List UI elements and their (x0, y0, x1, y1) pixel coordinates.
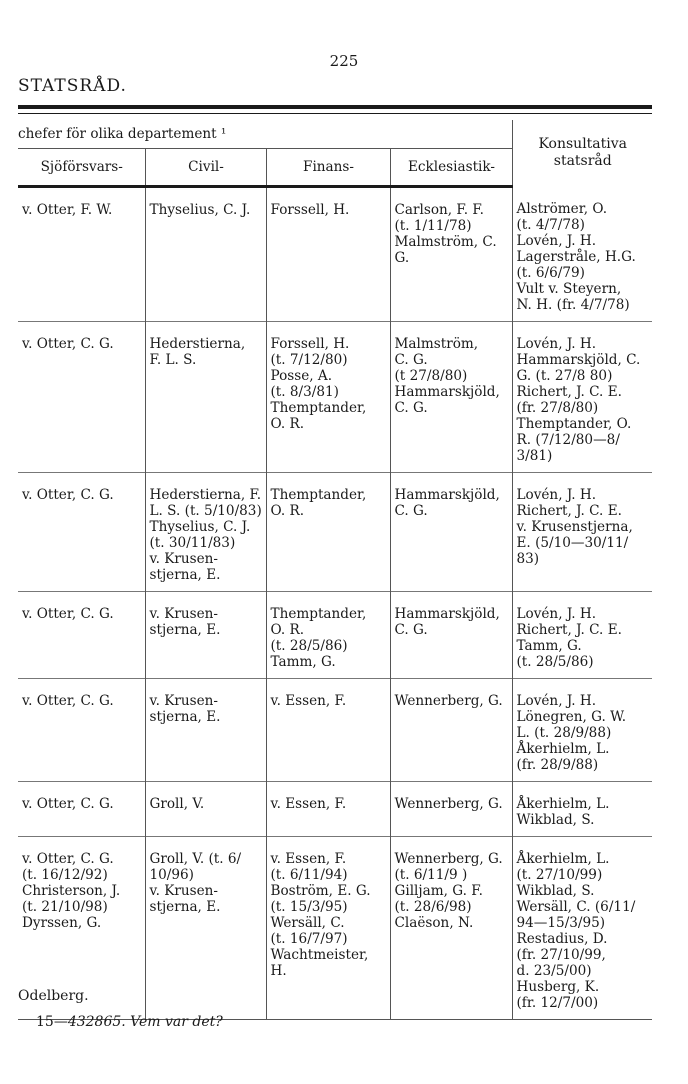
cell-line: O. R. (270, 502, 305, 519)
cell-konsultativa (512, 321, 652, 472)
cell-line: Lagerstråle, H.G. (516, 248, 636, 265)
cell-line: H. (270, 962, 287, 979)
header-rule-thick (18, 105, 652, 109)
cell-line: Tamm, G. (516, 637, 582, 654)
cell-line: Hammarskjöld, (394, 605, 500, 622)
cell-line: C. G. (394, 621, 428, 638)
header-konsultativa-line: statsråd (553, 153, 612, 170)
cell-line: Wennerberg, G. (394, 850, 503, 867)
cell-line: (t. 28/5/86) (270, 637, 348, 654)
table-row (18, 187, 652, 322)
header-ecklesiastik: Ecklesiastik- (390, 149, 512, 187)
cell-line: (t. 28/6/98) (394, 898, 472, 915)
footer-print-prefix: 15— (36, 1014, 68, 1030)
cell-line: Hederstierna, (149, 335, 246, 352)
cell-line: Forssell, H. (270, 202, 350, 218)
table-row (18, 321, 652, 472)
cell-line: Åkerhielm, L. (516, 795, 610, 812)
cell-line: Malmström, C. (394, 234, 497, 250)
cell-civil (145, 591, 266, 678)
header-finans: Finans- (266, 149, 390, 187)
cell-line: Vult v. Steyern, (516, 280, 622, 297)
cell-line: Lovén, J. H. (516, 692, 597, 709)
cell-line: G. (394, 250, 410, 266)
cell-konsultativa (512, 187, 652, 322)
cell-line: Christerson, J. (22, 882, 121, 899)
cell-ecklesiastik (390, 187, 512, 322)
cell-line: C. G. (394, 351, 428, 368)
cell-line: (t. 16/7/97) (270, 930, 348, 947)
cell-line: (fr. 27/8/80) (516, 399, 599, 416)
cell-line: v. Krusen- (149, 550, 218, 567)
page-number: 225 (329, 52, 359, 70)
cell-line: Hammarskjöld, (394, 486, 500, 503)
cell-line: (t. 6/11/94) (270, 866, 348, 883)
cell-line: Dyrssen, G. (22, 914, 102, 931)
cell-line: Carlson, F. F. (394, 202, 484, 218)
cell-line: v. Krusenstjerna, (516, 518, 633, 535)
cell-line: Tamm, G. (270, 653, 336, 670)
cell-line: Åkerhielm, L. (516, 740, 610, 757)
cell-line: (t. 1/11/78) (394, 218, 472, 234)
cell-konsultativa (512, 591, 652, 678)
cell-line: Forssell, H. (270, 335, 350, 352)
cell-line: Gilljam, G. F. (394, 882, 483, 899)
cell-finans (266, 591, 390, 678)
cell-civil (145, 472, 266, 591)
footer-print-line (36, 1014, 223, 1030)
cell-line: Thyselius, C. J. (149, 518, 251, 535)
cell-line: Lovén, J. H. (516, 605, 597, 622)
ministers-table (18, 120, 652, 1020)
cell-line: (t. 7/12/80) (270, 351, 348, 368)
cell-line: G. (t. 27/8 80) (516, 367, 613, 384)
cell-line: stjerna, E. (149, 566, 221, 583)
cell-ecklesiastik (390, 472, 512, 591)
cell-line: Hammarskjöld, C. (516, 351, 641, 368)
cell-line: v. Essen, F. (270, 795, 347, 812)
cell-line: Themptander, (270, 399, 367, 416)
cell-line: v. Essen, F. (270, 850, 347, 867)
cell-line: v. Otter, C. G. (22, 850, 114, 867)
cell-line: stjerna, E. (149, 898, 221, 915)
cell-line: (t. 30/11/83) (149, 534, 236, 551)
header-konsultativa-line: Konsultativa (538, 136, 628, 153)
table-row (18, 472, 652, 591)
cell-line: stjerna, E. (149, 708, 221, 725)
table-body (18, 187, 652, 1020)
cell-line: E. (5/10—30/11/ (516, 534, 629, 551)
cell-line: Wikblad, S. (516, 811, 595, 828)
cell-line: v. Otter, C. G. (22, 795, 114, 812)
cell-line: Lovén, J. H. (516, 486, 597, 503)
cell-civil (145, 187, 266, 322)
header-sjoforsvar: Sjöförsvars- (18, 149, 145, 187)
footer-print-rest: 432865. Vem var det? (67, 1014, 223, 1030)
cell-line: Wikblad, S. (516, 882, 595, 899)
cell-line: (t. 28/5/86) (516, 653, 594, 670)
cell-line: Hederstierna, F. (149, 486, 262, 503)
cell-line: stjerna, E. (149, 621, 221, 638)
cell-ecklesiastik (390, 321, 512, 472)
cell-line: (fr. 12/7/00) (516, 994, 599, 1011)
cell-finans (266, 187, 390, 322)
cell-finans (266, 781, 390, 836)
table-row (18, 678, 652, 781)
cell-line: Groll, V. (149, 795, 205, 812)
cell-civil (145, 836, 266, 1019)
cell-line: Malmström, (394, 335, 479, 352)
cell-line: v. Essen, F. (270, 692, 347, 709)
table-row (18, 836, 652, 1019)
cell-line: O. R. (270, 415, 305, 432)
cell-line: 3/81) (516, 447, 553, 464)
cell-sjoforsvar (18, 321, 145, 472)
cell-line: Wennerberg, G. (394, 692, 503, 709)
cell-line: v. Otter, C. G. (22, 605, 114, 622)
cell-line: (t. 4/7/78) (516, 216, 585, 233)
cell-ecklesiastik (390, 836, 512, 1019)
cell-line: Alströmer, O. (516, 200, 608, 217)
cell-line: Husberg, K. (516, 978, 600, 995)
cell-ecklesiastik (390, 678, 512, 781)
cell-line: Lovén, J. H. (516, 335, 597, 352)
cell-line: N. H. (fr. 4/7/78) (516, 296, 630, 313)
footer-name: Odelberg. (18, 988, 89, 1004)
cell-konsultativa (512, 678, 652, 781)
cell-line: (t. 27/10/99) (516, 866, 603, 883)
cell-line: (fr. 28/9/88) (516, 756, 599, 773)
header-rule-thin (18, 113, 652, 114)
cell-line: Restadius, D. (516, 930, 608, 947)
cell-line: Lovén, J. H. (516, 232, 597, 249)
cell-line: O. R. (270, 621, 305, 638)
cell-line: Claëson, N. (394, 914, 474, 931)
header-konsultativa (512, 120, 652, 187)
cell-line: Lönegren, G. W. (516, 708, 627, 725)
group-header: chefer för olika departement ¹ (18, 126, 227, 142)
cell-konsultativa (512, 472, 652, 591)
cell-line: (fr. 27/10/99, (516, 946, 606, 963)
cell-line: v. Otter, C. G. (22, 486, 114, 503)
cell-finans (266, 321, 390, 472)
cell-line: (t. 15/3/95) (270, 898, 348, 915)
cell-line: Themptander, O. (516, 415, 632, 432)
cell-line: F. L. S. (149, 351, 197, 368)
cell-finans (266, 472, 390, 591)
cell-line: Åkerhielm, L. (516, 850, 610, 867)
cell-line: C. G. (394, 502, 428, 519)
cell-ecklesiastik (390, 591, 512, 678)
cell-civil (145, 678, 266, 781)
cell-line: Themptander, (270, 486, 367, 503)
cell-line: v. Otter, C. G. (22, 692, 114, 709)
cell-line: Wersäll, C. (6/11/ (516, 898, 636, 915)
cell-line: 83) (516, 550, 540, 567)
cell-sjoforsvar (18, 472, 145, 591)
cell-sjoforsvar (18, 781, 145, 836)
cell-line: Posse, A. (270, 367, 333, 384)
cell-finans (266, 678, 390, 781)
cell-line: Richert, J. C. E. (516, 383, 622, 400)
cell-line: (t. 8/3/81) (270, 383, 339, 400)
running-head: STATSRÅD. (18, 76, 127, 96)
cell-line: v. Otter, C. G. (22, 335, 114, 352)
cell-line: v. Krusen- (149, 882, 218, 899)
cell-line: Richert, J. C. E. (516, 621, 622, 638)
cell-line: (t. 16/12/92) (22, 866, 108, 883)
cell-sjoforsvar (18, 187, 145, 322)
cell-line: Groll, V. (t. 6/ (149, 850, 242, 867)
cell-line: Thyselius, C. J. (149, 202, 251, 218)
cell-line: v. Krusen- (149, 605, 218, 622)
cell-civil (145, 321, 266, 472)
cell-line: 10/96) (149, 866, 194, 883)
cell-line: (t. 6/11/9 ) (394, 866, 468, 883)
table-row (18, 591, 652, 678)
cell-line: R. (7/12/80—8/ (516, 431, 620, 448)
cell-line: d. 23/5/00) (516, 962, 592, 979)
header-civil: Civil- (145, 149, 266, 187)
cell-line: L. S. (t. 5/10/83) (149, 502, 262, 519)
cell-sjoforsvar (18, 678, 145, 781)
cell-line: Themptander, (270, 605, 367, 622)
cell-line: Hammarskjöld, (394, 383, 500, 400)
cell-line: Richert, J. C. E. (516, 502, 622, 519)
cell-ecklesiastik (390, 781, 512, 836)
cell-line: v. Krusen- (149, 692, 218, 709)
cell-line: v. Otter, F. W. (22, 202, 113, 218)
cell-civil (145, 781, 266, 836)
cell-line: (t 27/8/80) (394, 367, 468, 384)
cell-finans (266, 836, 390, 1019)
table-row (18, 781, 652, 836)
cell-line: Wersäll, C. (270, 914, 345, 931)
cell-konsultativa (512, 781, 652, 836)
cell-line: Wennerberg, G. (394, 795, 503, 812)
cell-line: L. (t. 28/9/88) (516, 724, 612, 741)
cell-line: Boström, E. G. (270, 882, 371, 899)
cell-line: (t. 6/6/79) (516, 264, 585, 281)
cell-line: (t. 21/10/98) (22, 898, 108, 915)
cell-konsultativa (512, 836, 652, 1019)
cell-sjoforsvar (18, 591, 145, 678)
cell-line: Wachtmeister, (270, 946, 369, 963)
cell-line: C. G. (394, 399, 428, 416)
cell-line: 94—15/3/95) (516, 914, 606, 931)
